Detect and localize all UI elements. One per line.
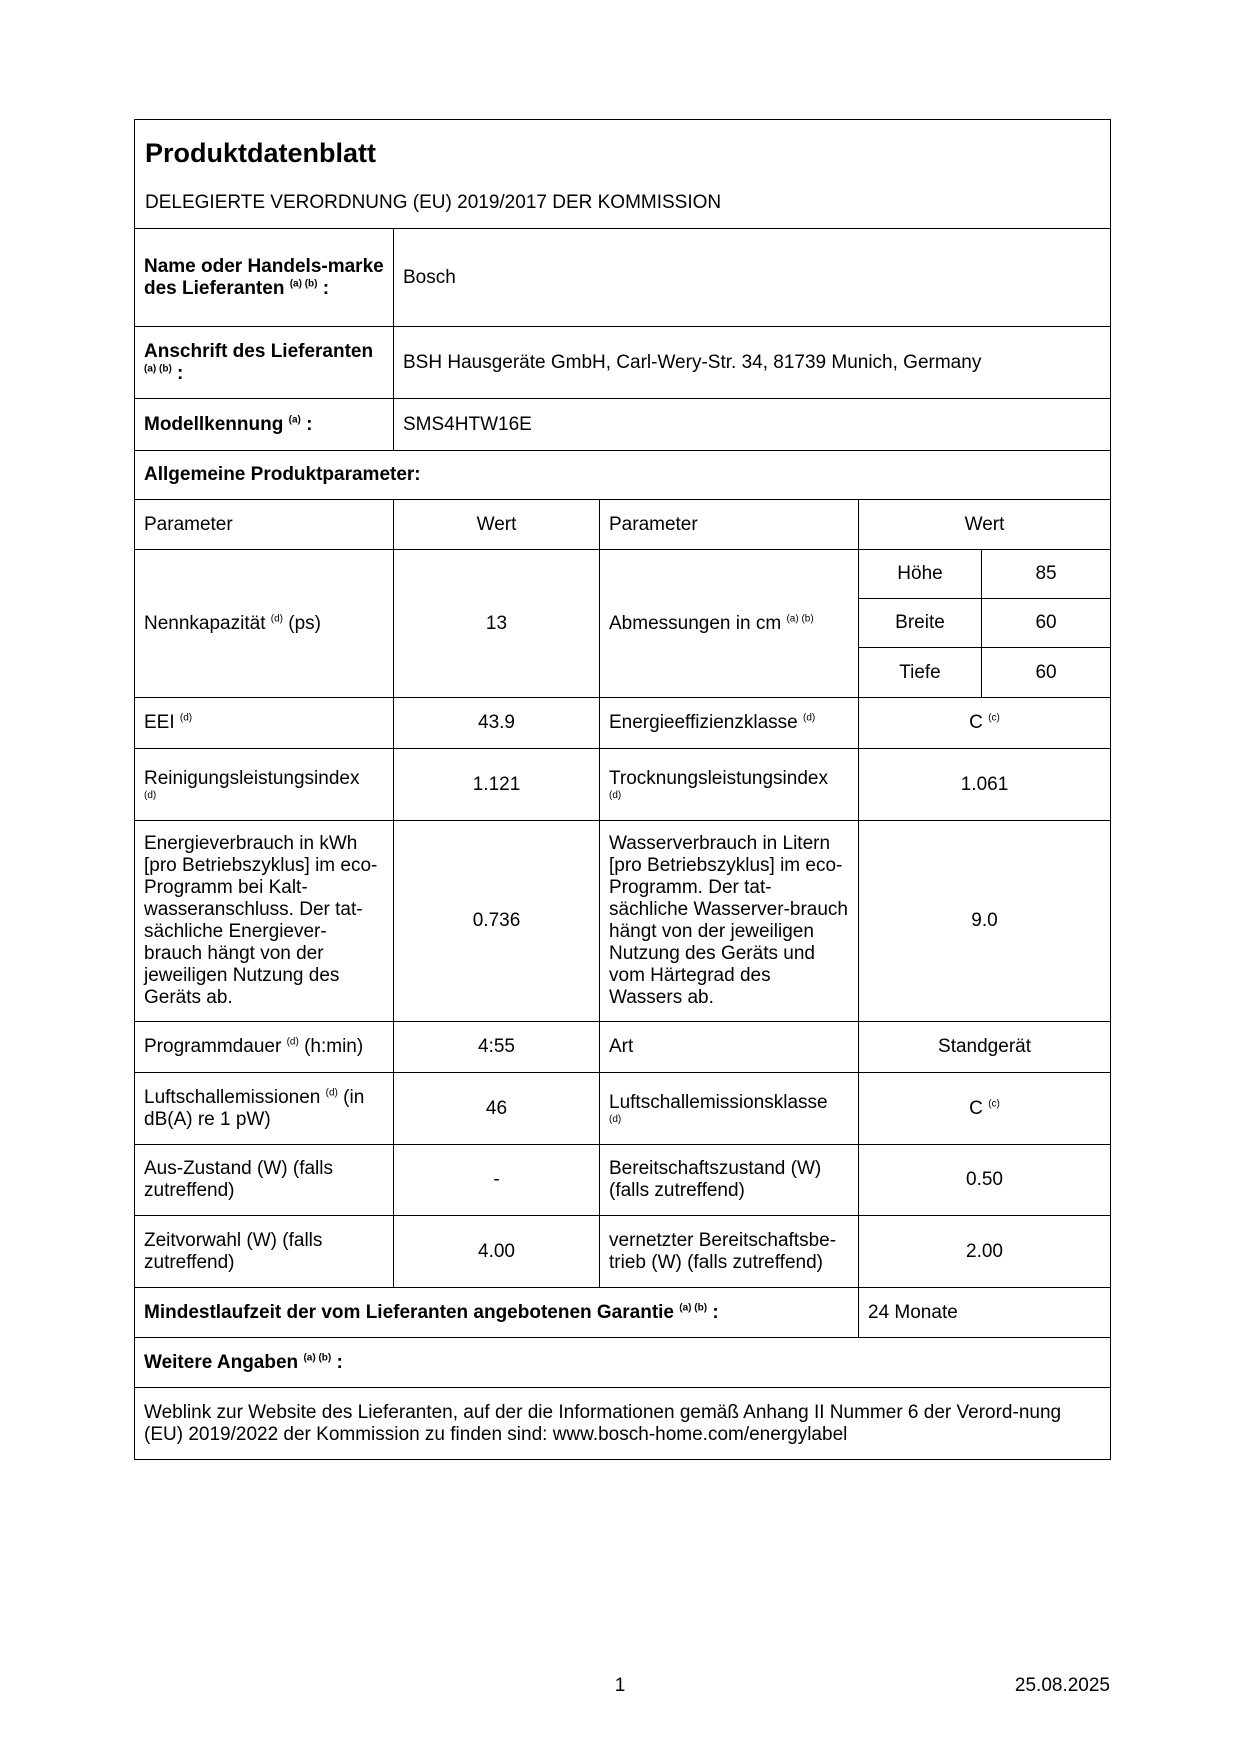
guarantee-value: 24 Monate bbox=[859, 1288, 1111, 1338]
program-duration-value: 4:55 bbox=[394, 1022, 600, 1073]
supplier-name-label-cell: Name oder Handels-marke des Lieferanten $^{(a) (b)}$ : bbox=[135, 229, 394, 327]
capacity-ref: (d) bbox=[270, 613, 283, 625]
noise-class-value-cell bbox=[859, 1073, 1111, 1145]
supplier-name-label: Name oder Handels-marke des Lieferanten bbox=[144, 255, 384, 299]
noise-ref: (d) bbox=[325, 1087, 338, 1099]
model-refs: (a) bbox=[288, 414, 301, 426]
column-header-parameter-2: Parameter bbox=[600, 500, 859, 550]
general-parameters-heading: Allgemeine Produktparameter: bbox=[135, 451, 1111, 500]
noise-label: Luftschallemissionen bbox=[144, 1086, 321, 1108]
standby-value: 0.50 bbox=[859, 1145, 1111, 1216]
program-duration-label: Programmdauer bbox=[144, 1036, 282, 1057]
delay-start-label: Zeitvorwahl (W) (falls zutreffend) bbox=[135, 1216, 394, 1288]
guarantee-label-cell: Mindestlaufzeit der vom Lieferanten angebotenen Garantie $^{(a) (b)}$ : bbox=[135, 1288, 859, 1338]
cleaning-ref: (d) bbox=[144, 789, 157, 801]
depth-value: 60 bbox=[982, 648, 1111, 698]
drying-label-cell bbox=[600, 749, 859, 821]
capacity-value: 13 bbox=[394, 550, 600, 698]
delay-start-value: 4.00 bbox=[394, 1216, 600, 1288]
energy-class-label: Energieeffizienzklasse bbox=[609, 712, 798, 733]
energy-class-label-cell bbox=[600, 698, 859, 749]
energy-class-ref: (d) bbox=[802, 712, 816, 724]
eei-label-cell bbox=[135, 698, 394, 749]
standby-label: Bereitschaftszustand (W) (falls zutreffend) bbox=[600, 1145, 859, 1216]
noise-class-value-ref: (c) bbox=[988, 1098, 1000, 1110]
page-title: Produktdatenblatt bbox=[145, 138, 377, 168]
column-header-value: Wert bbox=[394, 500, 600, 550]
dimensions-label-cell bbox=[600, 550, 859, 698]
noise-unit: (in dB(A) re 1 pW) bbox=[144, 1086, 365, 1130]
dimensions-refs: (a) (b) bbox=[786, 613, 814, 625]
capacity-unit: (ps) bbox=[288, 612, 321, 634]
supplier-address-value: BSH Hausgeräte GmbH, Carl-Wery-Str. 34, 81739 Munich, Germany bbox=[394, 327, 1111, 399]
eei-label: EEI bbox=[144, 712, 175, 733]
width-value: 60 bbox=[982, 599, 1111, 648]
supplier-address-label: Anschrift des Lieferanten bbox=[144, 340, 374, 362]
type-label: Art bbox=[600, 1022, 859, 1073]
noise-label-cell bbox=[135, 1073, 394, 1145]
supplier-name-value: Bosch bbox=[394, 229, 1111, 327]
noise-class-value: C bbox=[969, 1097, 983, 1119]
network-standby-value: 2.00 bbox=[859, 1216, 1111, 1288]
off-mode-value: - bbox=[394, 1145, 600, 1216]
eei-ref: (d) bbox=[179, 712, 193, 724]
noise-class-label-cell bbox=[600, 1073, 859, 1145]
drying-label: Trocknungsleistungsindex bbox=[609, 767, 828, 789]
guarantee-label: Mindestlaufzeit der vom Lieferanten angebotenen Garantie bbox=[144, 1301, 674, 1323]
drying-ref: (d) bbox=[609, 789, 622, 801]
depth-label: Tiefe bbox=[859, 648, 982, 698]
water-consumption-value: 9.0 bbox=[859, 821, 1111, 1022]
program-duration-ref: (d) bbox=[286, 1036, 299, 1048]
guarantee-refs: (a) (b) bbox=[679, 1302, 708, 1314]
energy-class-value-cell bbox=[859, 698, 1111, 749]
cleaning-label: Reinigungsleistungsindex bbox=[144, 767, 360, 789]
further-info-heading: Weitere Angaben bbox=[144, 1351, 299, 1373]
energy-class-value: C bbox=[969, 712, 983, 733]
water-consumption-label: Wasserverbrauch in Litern [pro Betriebszyklus] im eco-Programm. Der tat-sächliche Wasserver-brauch hängt von der jeweiligen Nutzung des Geräts und vom Härtegrad des Wassers ab. bbox=[600, 821, 859, 1022]
page-number: 1 bbox=[614, 1675, 626, 1696]
model-value: SMS4HTW16E bbox=[394, 399, 1111, 451]
further-info-text: Weblink zur Website des Lieferanten, auf der die Informationen gemäß Anhang II Nummer 6 der Verord-nung (EU) 2019/2022 der Kommission zu finden sind: www.bosch-home.com/energylabel bbox=[135, 1388, 1111, 1460]
program-duration-unit: (h:min) bbox=[304, 1036, 364, 1057]
capacity-label-cell bbox=[135, 550, 394, 698]
network-standby-label: vernetzter Bereitschaftsbe-trieb (W) (falls zutreffend) bbox=[600, 1216, 859, 1288]
height-label: Höhe bbox=[859, 550, 982, 599]
noise-class-label: Luftschallemissionsklasse bbox=[609, 1091, 828, 1113]
column-header-value-2: Wert bbox=[859, 500, 1111, 550]
noise-class-ref: (d) bbox=[609, 1113, 622, 1125]
column-header-parameter: Parameter bbox=[135, 500, 394, 550]
supplier-name-refs: (a) (b) bbox=[289, 278, 318, 290]
further-info-refs: (a) (b) bbox=[303, 1352, 332, 1364]
eei-value: 43.9 bbox=[394, 698, 600, 749]
cleaning-value: 1.121 bbox=[394, 749, 600, 821]
dimensions-label: Abmessungen in cm bbox=[609, 612, 782, 634]
type-value: Standgerät bbox=[859, 1022, 1111, 1073]
program-duration-label-cell bbox=[135, 1022, 394, 1073]
width-label: Breite bbox=[859, 599, 982, 648]
noise-value: 46 bbox=[394, 1073, 600, 1145]
model-label-cell: Modellkennung $^{(a)}$ : bbox=[135, 399, 394, 451]
product-data-sheet-table bbox=[134, 119, 1111, 1460]
cleaning-label-cell bbox=[135, 749, 394, 821]
document-date: 25.08.2025 bbox=[1014, 1675, 1110, 1696]
energy-class-value-ref: (c) bbox=[988, 712, 1000, 724]
model-label: Modellkennung bbox=[144, 413, 284, 435]
supplier-address-refs: (a) (b) bbox=[144, 363, 172, 375]
title-cell bbox=[135, 120, 1111, 229]
energy-consumption-label: Energieverbrauch in kWh [pro Betriebszyklus] im eco-Programm bei Kalt-wasseranschluss. Der tat-sächliche Energiever-brauch hängt von der jeweiligen Nutzung des Geräts ab. bbox=[135, 821, 394, 1022]
regulation-subtitle: DELEGIERTE VERORDNUNG (EU) 2019/2017 DER KOMMISSION bbox=[145, 192, 722, 213]
energy-consumption-value: 0.736 bbox=[394, 821, 600, 1022]
drying-value: 1.061 bbox=[859, 749, 1111, 821]
capacity-label: Nennkapazität bbox=[144, 612, 266, 634]
off-mode-label: Aus-Zustand (W) (falls zutreffend) bbox=[135, 1145, 394, 1216]
further-info-heading-cell: Weitere Angaben $^{(a) (b)}$ : bbox=[135, 1338, 1111, 1388]
height-value: 85 bbox=[982, 550, 1111, 599]
supplier-address-label-cell: Anschrift des Lieferanten $^{(a) (b)}$ : bbox=[135, 327, 394, 399]
